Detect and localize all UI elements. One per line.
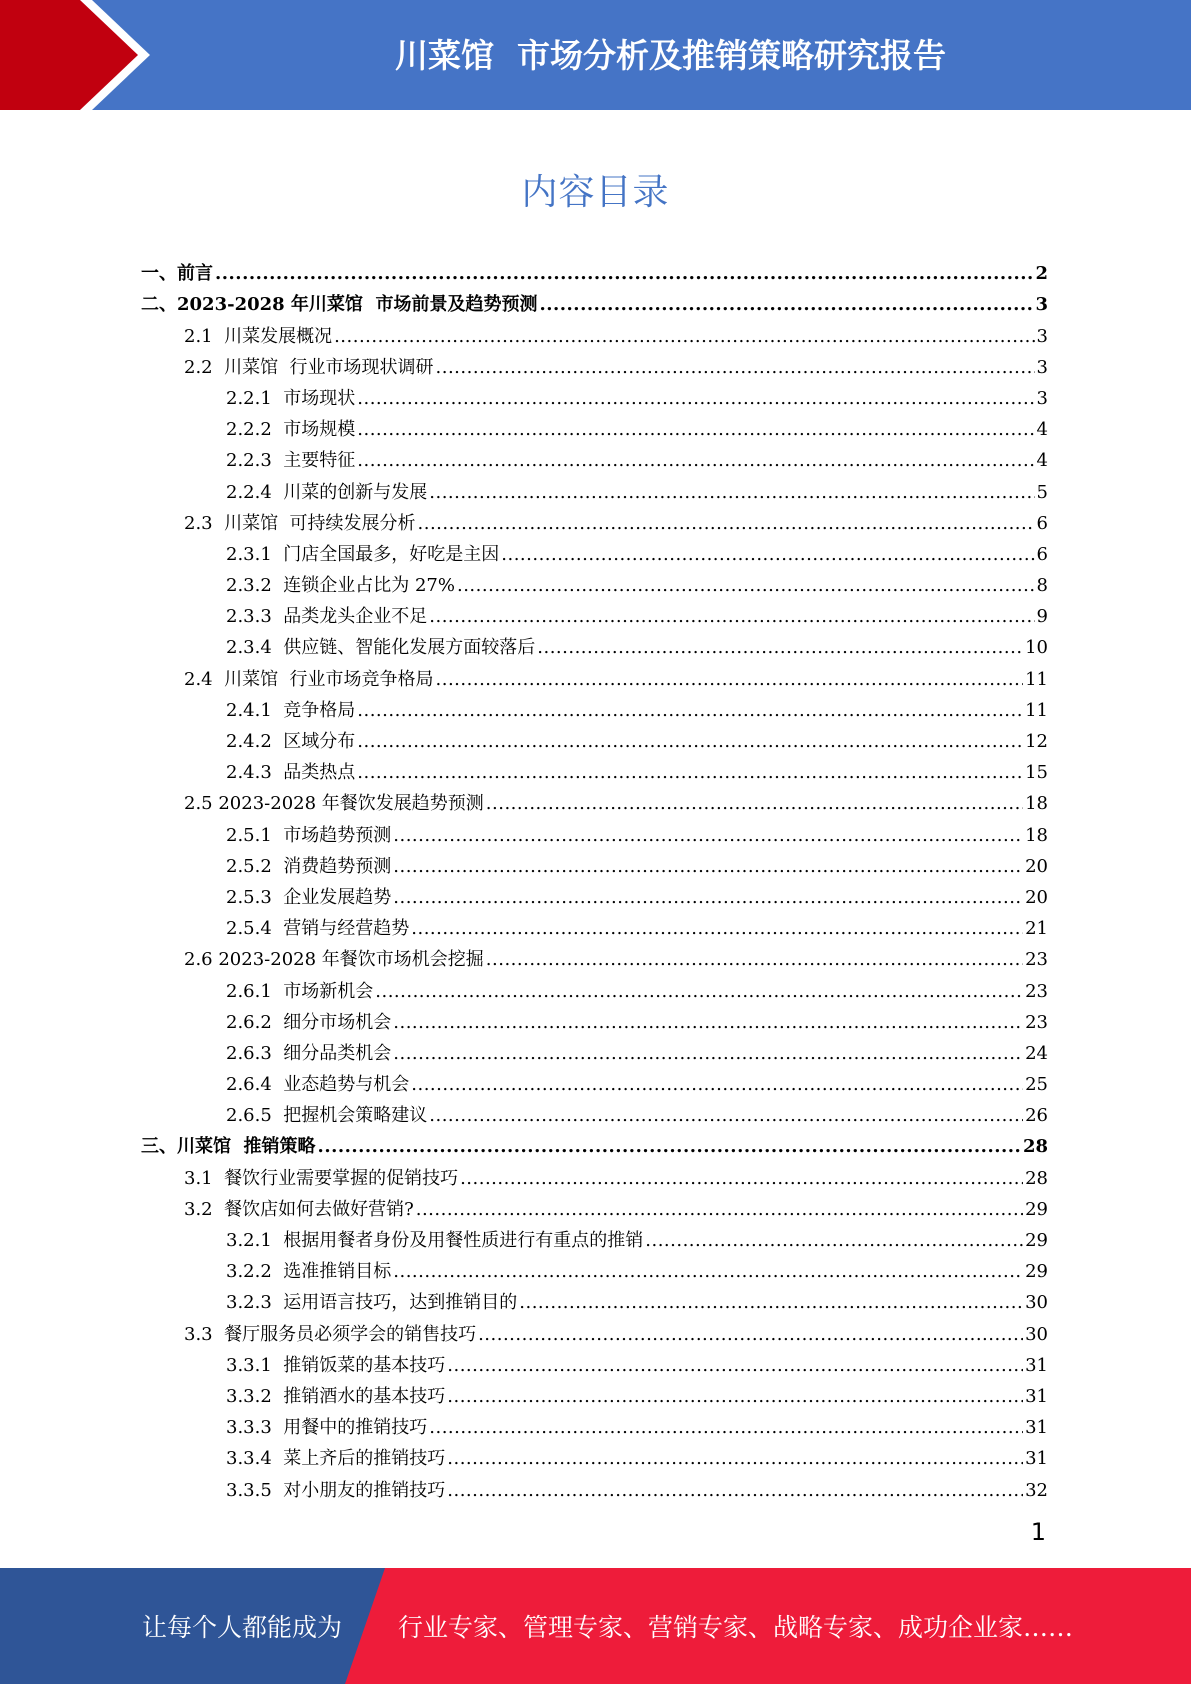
toc-entry-title: 2.6.5 把握机会策略建议 [226,1105,428,1127]
toc-entry-title: 2.2 川菜馆 行业市场现状调研 [184,356,434,378]
toc-entry-page: 2 [1035,263,1048,285]
toc-entry-page: 30 [1025,1292,1048,1314]
toc-dot-leader [460,1168,1023,1190]
toc-entry-page: 25 [1025,1074,1048,1096]
toc-dot-leader [393,856,1023,878]
toc-entry[interactable] [141,597,1048,628]
toc-entry-title: 2.5.3 企业发展趋势 [226,886,392,908]
toc-entry-page: 30 [1025,1323,1048,1345]
toc-dot-leader [393,825,1023,847]
toc-entry-title: 2.4.3 品类热点 [226,762,356,784]
toc-entry-title: 2.5.2 消费趋势预测 [226,855,392,877]
toc-dot-leader [393,887,1023,909]
toc-entry-page: 31 [1025,1385,1048,1407]
toc-entry-page: 24 [1025,1042,1048,1064]
toc-entry-title: 2.6 2023-2028 年餐饮市场机会挖掘 [184,949,484,971]
toc-dot-leader [447,1355,1023,1377]
toc-dot-leader [436,669,1024,691]
toc-dot-leader [486,793,1023,815]
toc-entry-title: 2.2.3 主要特征 [226,450,356,472]
toc-entry[interactable] [141,1283,1048,1314]
toc-entry-page: 3 [1036,387,1048,409]
toc-entry[interactable] [141,254,1048,285]
toc-entry-title: 2.6.3 细分品类机会 [226,1042,392,1064]
toc-entry[interactable] [141,410,1048,441]
toc-entry-title: 3.1 餐饮行业需要掌握的促销技巧 [184,1167,459,1189]
toc-entry-page: 31 [1025,1417,1048,1439]
toc-entry-page: 18 [1025,793,1048,815]
toc-entry-page: 11 [1025,668,1048,690]
toc-entry[interactable] [141,971,1048,1002]
toc-entry-title: 2.5 2023-2028 年餐饮发展趋势预测 [184,793,484,815]
toc-entry-title: 3.3 餐厅服务员必须学会的销售技巧 [184,1323,477,1345]
toc-entry[interactable] [141,472,1048,503]
toc-entry-title: 2.3.3 品类龙头企业不足 [226,606,428,628]
toc-entry[interactable] [141,1470,1048,1501]
toc-dot-leader [393,1012,1023,1034]
toc-dot-leader [334,326,1034,348]
toc-dot-leader [429,606,1034,628]
toc-entry-title: 3.2 餐饮店如何去做好营销? [184,1198,414,1220]
toc-entry-page: 8 [1036,575,1048,597]
footer-slogan-right: 行业专家、管理专家、营销专家、战略专家、成功企业家…… [398,1613,1074,1642]
toc-entry[interactable] [141,1127,1048,1158]
toc-entry[interactable] [141,847,1048,878]
toc-entry[interactable] [141,1034,1048,1065]
toc-entry[interactable] [141,316,1048,347]
toc-dot-leader [519,1292,1023,1314]
toc-dot-leader [393,1261,1023,1283]
toc-entry-page: 20 [1025,855,1048,877]
toc-entry-title: 3.2.3 运用语言技巧，达到推销目的 [226,1292,518,1314]
toc-entry-title: 2.4 川菜馆 行业市场竞争格局 [184,668,434,690]
toc-dot-leader [357,419,1034,441]
toc-entry[interactable] [141,379,1048,410]
toc-entry-title: 2.6.2 细分市场机会 [226,1011,392,1033]
toc-entry-title: 2.4.1 竞争格局 [226,699,356,721]
toc-entry[interactable] [141,628,1048,659]
footer-banner [0,1568,1191,1684]
toc-entry[interactable] [141,1314,1048,1345]
toc-dot-leader [447,1480,1023,1502]
toc-entry[interactable] [141,1003,1048,1034]
toc-dot-leader [429,1105,1023,1127]
toc-entry[interactable] [141,878,1048,909]
toc-dot-leader [537,637,1023,659]
toc-entry[interactable] [141,566,1048,597]
toc-entry-title: 二、2023-2028 年川菜馆 市场前景及趋势预测 [141,294,538,316]
toc-entry-title: 2.2.1 市场现状 [226,387,356,409]
toc-entry-page: 28 [1022,1136,1048,1158]
toc-entry-page: 29 [1025,1261,1048,1283]
toc-entry[interactable] [141,1252,1048,1283]
toc-entry-page: 20 [1025,886,1048,908]
report-title: 川菜馆 市场分析及推销策略研究报告 [395,35,946,75]
toc-entry-title: 2.6.1 市场新机会 [226,980,374,1002]
toc-entry-page: 32 [1025,1479,1048,1501]
toc-dot-leader [393,1043,1023,1065]
toc-entry-title: 2.2.4 川菜的创新与发展 [226,481,428,503]
toc-entry-page: 28 [1025,1167,1048,1189]
toc-entry-title: 3.3.3 用餐中的推销技巧 [226,1417,428,1439]
toc-entry[interactable] [141,285,1048,316]
toc-entry-page: 3 [1036,356,1048,378]
toc-entry-title: 2.3 川菜馆 可持续发展分析 [184,512,416,534]
toc-entry-page: 31 [1025,1448,1048,1470]
toc-entry-title: 3.2.1 根据用餐者身份及用餐性质进行有重点的推销 [226,1230,644,1251]
toc-entry-page: 6 [1036,512,1048,534]
toc-entry-page: 4 [1036,450,1048,472]
toc-entry[interactable] [141,348,1048,379]
toc-dot-leader [457,575,1035,597]
toc-entry-page: 23 [1025,1011,1048,1033]
toc-entry[interactable] [141,909,1048,940]
toc-entry-page: 9 [1036,606,1048,628]
toc-dot-leader [447,1448,1023,1470]
footer-slogan-left: 让每个人都能成为 [142,1613,343,1642]
toc-entry-page: 11 [1025,699,1048,721]
toc-entry[interactable] [141,940,1048,971]
toc-entry[interactable] [141,722,1048,753]
toc-entry[interactable] [141,659,1048,690]
toc-entry[interactable] [141,691,1048,722]
toc-entry-page: 6 [1036,543,1048,565]
toc-entry[interactable] [141,1377,1048,1408]
toc-entry[interactable] [141,1096,1048,1127]
toc-dot-leader [411,918,1023,940]
toc-entry-page: 10 [1025,637,1048,659]
toc-dot-leader [411,1074,1023,1096]
header-banner [0,0,1191,110]
toc-entry[interactable] [141,1408,1048,1439]
toc-dot-leader [539,294,1033,316]
toc-entry-page: 29 [1025,1198,1048,1220]
toc-entry[interactable] [141,504,1048,535]
toc-entry-title: 3.3.1 推销饭菜的基本技巧 [226,1354,446,1376]
toc-entry-title: 3.3.2 推销酒水的基本技巧 [226,1385,446,1407]
toc-entry-page: 3 [1035,294,1048,316]
toc-dot-leader [357,700,1023,722]
toc-dot-leader [357,388,1034,410]
toc-dot-leader [357,731,1023,753]
toc-entry-title: 2.5.1 市场趋势预测 [226,824,392,846]
toc-entry-title: 三、川菜馆 推销策略 [141,1136,316,1158]
toc-entry-title: 2.3.4 供应链、智能化发展方面较落后 [226,637,536,659]
toc-entry-page: 5 [1036,481,1048,503]
toc-entry-page: 4 [1036,419,1048,441]
toc-dot-leader [429,1417,1023,1439]
toc-dot-leader [416,1199,1023,1221]
toc-dot-leader [501,544,1034,566]
toc-dot-leader [486,949,1023,971]
toc-heading: 内容目录 [521,172,670,213]
toc-entry-title: 2.2.2 市场规模 [226,419,356,441]
toc-entry-page: 29 [1025,1230,1048,1251]
toc-entry-page: 23 [1025,980,1048,1002]
toc-dot-leader [429,482,1034,504]
toc-dot-leader [436,357,1035,379]
toc-entry-page: 3 [1036,325,1048,347]
toc-entry[interactable] [141,1439,1048,1470]
toc-dot-leader [357,450,1034,472]
toc-dot-leader [375,981,1023,1003]
toc-entry-page: 26 [1025,1105,1048,1127]
table-of-contents [141,254,1048,1502]
toc-dot-leader [645,1230,1023,1252]
toc-dot-leader [478,1324,1023,1346]
toc-entry[interactable] [141,1158,1048,1189]
toc-entry-page: 18 [1025,824,1048,846]
toc-entry-page: 23 [1025,949,1048,971]
toc-entry-title: 2.3.2 连锁企业占比为 27% [226,575,455,597]
toc-dot-leader [357,762,1023,784]
toc-entry[interactable] [141,535,1048,566]
toc-dot-leader [318,1136,1021,1158]
toc-entry-title: 2.6.4 业态趋势与机会 [226,1074,410,1096]
toc-entry-title: 3.3.5 对小朋友的推销技巧 [226,1479,446,1501]
toc-entry[interactable] [141,815,1048,846]
toc-entry-page: 12 [1025,731,1048,752]
toc-entry[interactable] [141,753,1048,784]
toc-entry-title: 一、前言 [141,263,213,285]
toc-entry[interactable] [141,1190,1048,1221]
toc-entry-title: 3.3.4 菜上齐后的推销技巧 [226,1448,446,1470]
toc-dot-leader [447,1386,1023,1408]
toc-entry-title: 2.4.2 区域分布 [226,731,356,752]
toc-dot-leader [215,263,1033,285]
toc-entry-title: 2.3.1 门店全国最多，好吃是主因 [226,543,500,565]
page-number: 1 [1030,1518,1046,1546]
toc-entry[interactable] [141,1221,1048,1252]
toc-entry[interactable] [141,441,1048,472]
toc-entry-title: 2.1 川菜发展概况 [184,325,333,347]
toc-entry-title: 2.5.4 营销与经营趋势 [226,918,410,940]
toc-entry-page: 21 [1025,918,1048,940]
toc-entry[interactable] [141,1346,1048,1377]
toc-entry-page: 31 [1025,1354,1048,1376]
toc-entry-title: 3.2.2 选准推销目标 [226,1261,392,1283]
toc-entry[interactable] [141,1065,1048,1096]
toc-entry[interactable] [141,784,1048,815]
toc-dot-leader [418,513,1035,535]
toc-entry-page: 15 [1025,762,1048,784]
